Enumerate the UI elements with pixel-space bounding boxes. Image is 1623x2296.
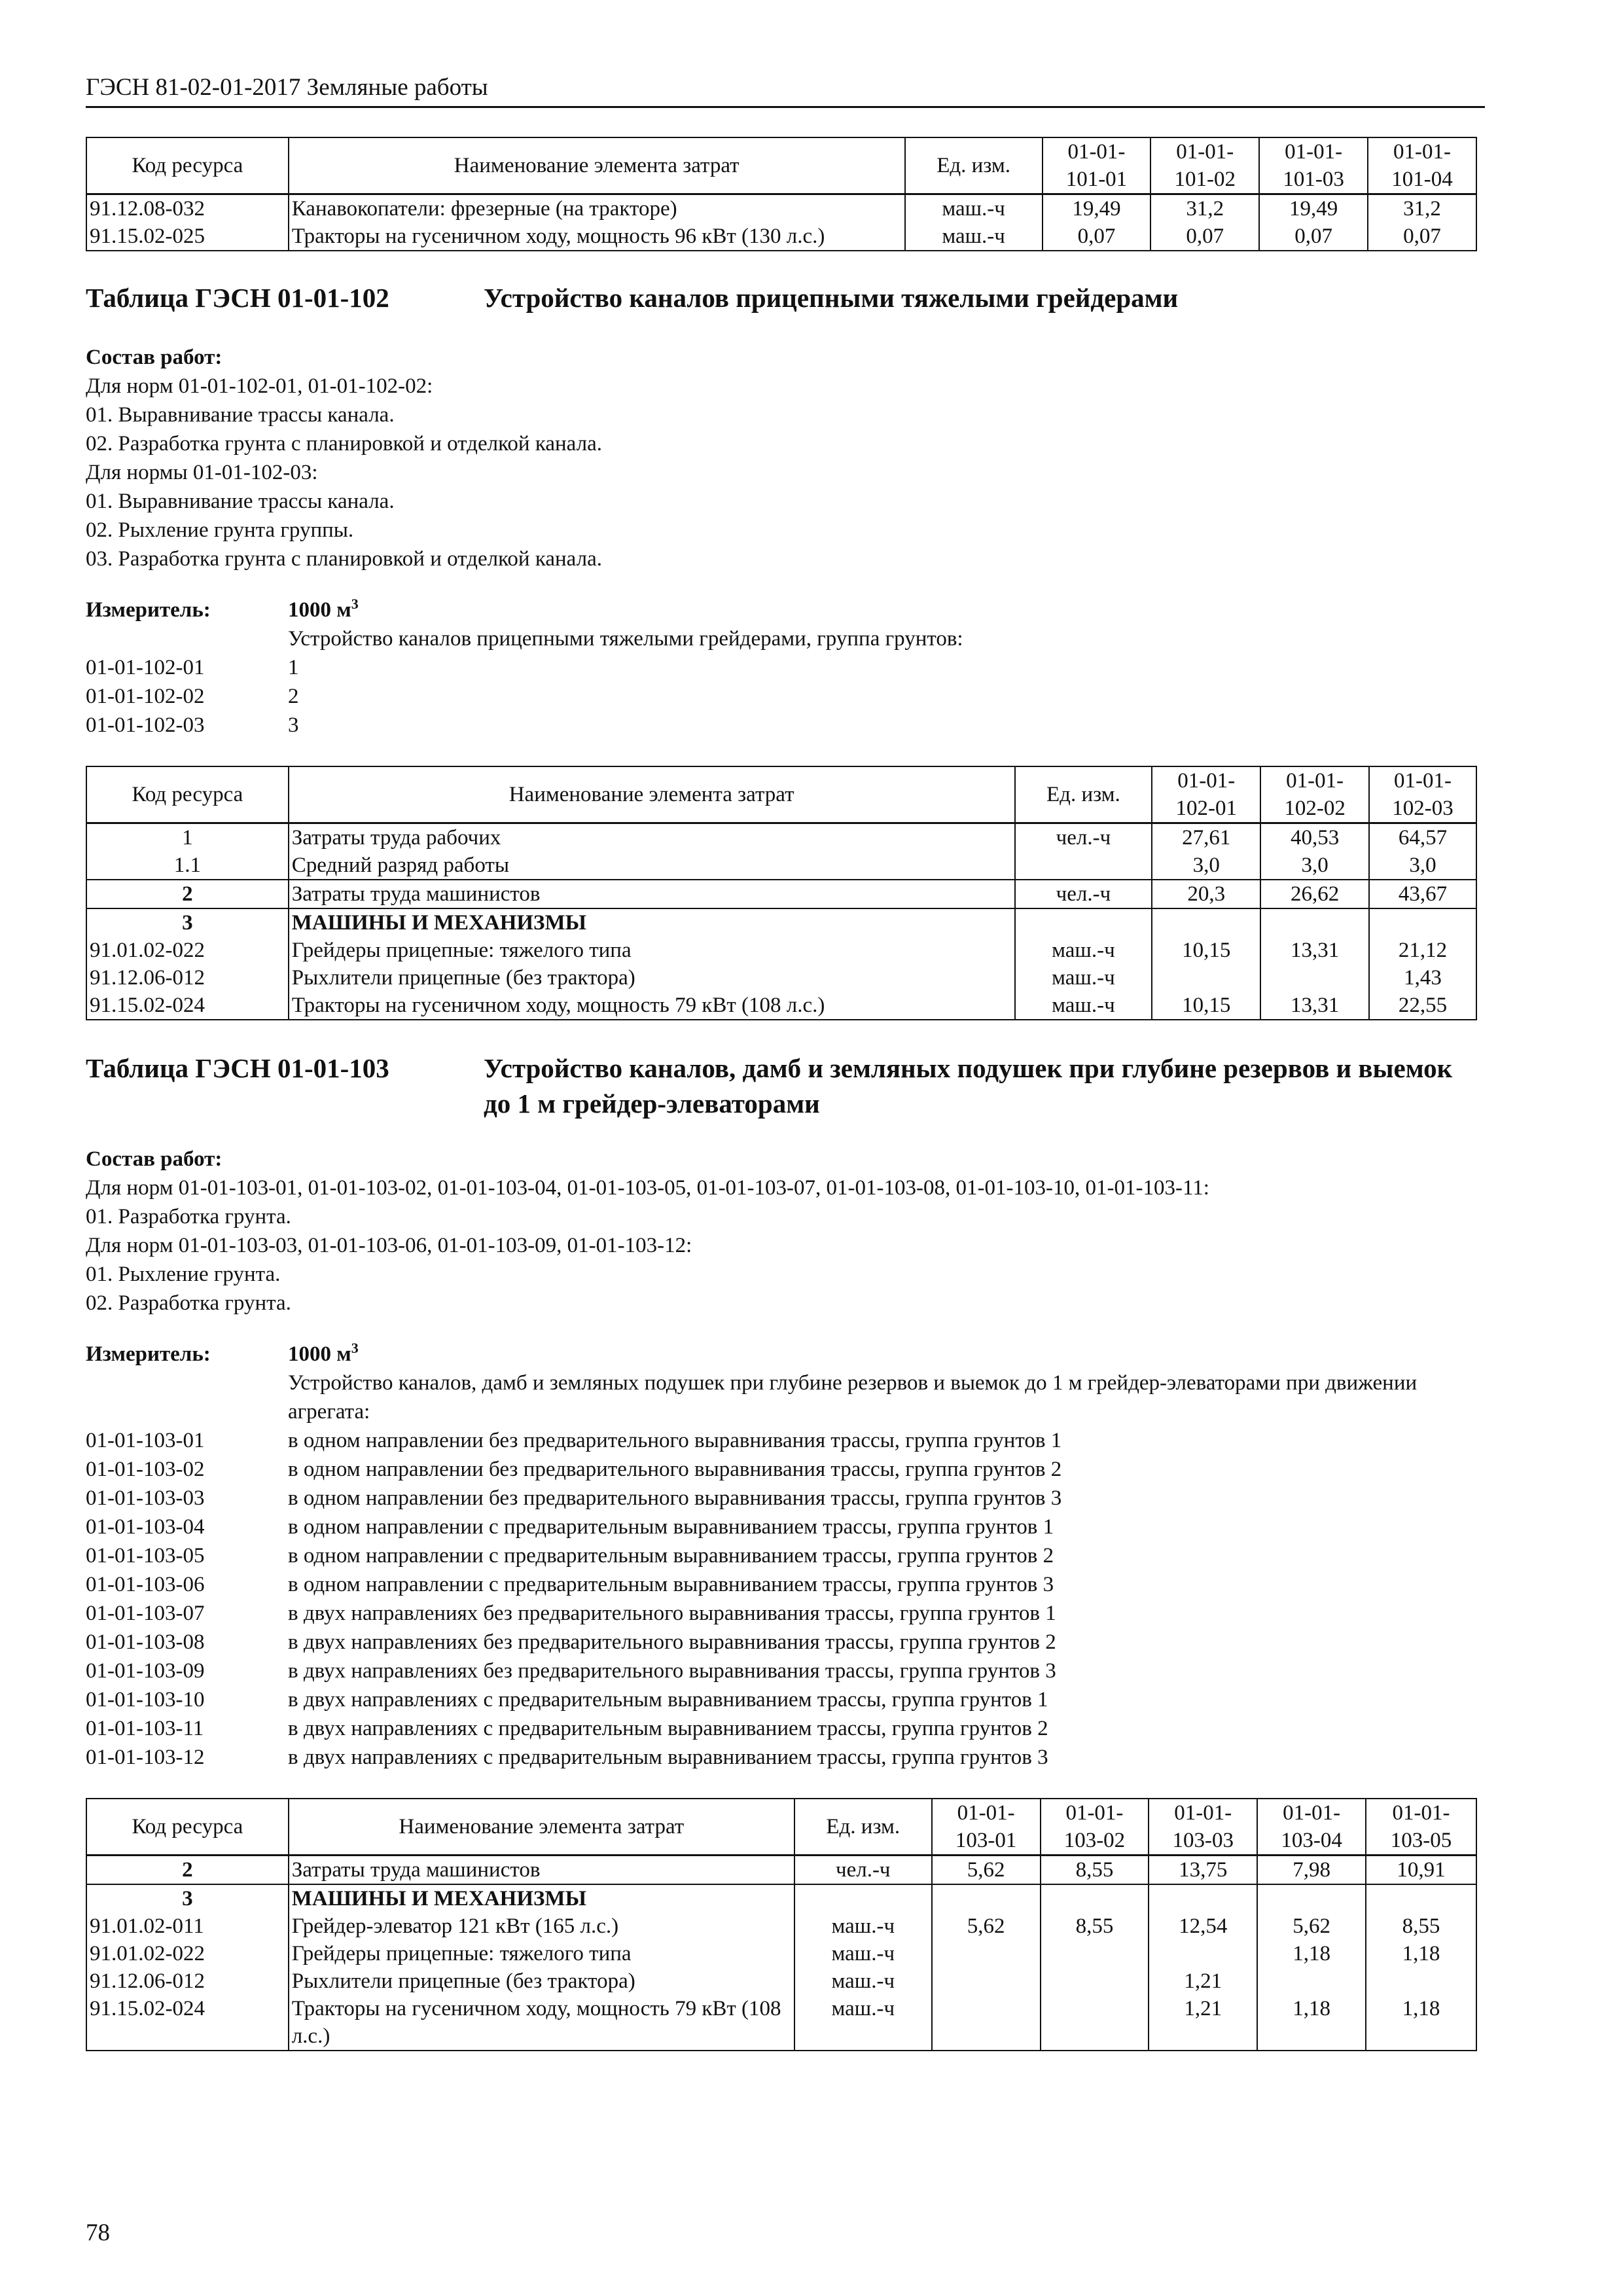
resource-code: 91.15.02-025: [86, 223, 289, 251]
col-header-unit: Ед. изм.: [794, 1799, 932, 1856]
table-row: 91.15.02-024 Тракторы на гусеничном ходу, мощность 79 кВт (108 л.с.) маш.-ч 10,15 13,31 22,55: [86, 992, 1476, 1020]
col-header-norm: 01-01- 103-01: [932, 1799, 1041, 1856]
col-header-unit: Ед. изм.: [905, 137, 1043, 194]
table-title: Устройство каналов, дамб и земляных подушек при глубине резервов и выемок до 1 м грейдер-элеваторами: [484, 1053, 1453, 1119]
norm-desc: 3: [288, 713, 299, 737]
works-line: Для норм 01-01-102-01, 01-01-102-02:: [86, 374, 433, 398]
col-header-code: Код ресурса: [86, 1799, 289, 1856]
running-header: ГЭСН 81-02-01-2017 Земляные работы: [86, 72, 1485, 108]
resource-value: 0,07: [1259, 223, 1368, 251]
table-row: [86, 223, 1476, 251]
col-header-norm: 01-01- 103-02: [1041, 1799, 1149, 1856]
works-heading: Состав работ:: [86, 1147, 223, 1171]
works-line: 01. Выравнивание трассы канала.: [86, 490, 395, 513]
resource-name: Канавокопатели: фрезерные (на тракторе): [289, 194, 905, 223]
table-row: 1 Затраты труда рабочих чел.-ч 27,61 40,53 64,57: [86, 823, 1476, 852]
norm-code: 01-01-102-01: [86, 656, 205, 679]
col-header-norm: 01-01- 101-03: [1259, 137, 1368, 194]
col-header-norm: 01-01- 103-03: [1149, 1799, 1257, 1856]
table-label: Таблица ГЭСН 01-01-102: [86, 283, 389, 313]
table-row: 91.12.06-012 Рыхлители прицепные (без трактора) маш.-ч 1,43: [86, 964, 1476, 992]
table-101-continuation: [86, 137, 1477, 251]
resource-value: 19,49: [1259, 194, 1368, 223]
norm-desc: 2: [288, 685, 299, 708]
resource-value: 0,07: [1043, 223, 1151, 251]
table-row: 91.01.02-022 Грейдеры прицепные: тяжелого типа маш.-ч 1,18 1,18: [86, 1940, 1476, 1967]
section-title-102: [86, 280, 1485, 315]
meter-desc: Устройство каналов прицепными тяжелыми грейдерами, группа грунтов:: [288, 627, 963, 651]
col-header-norm: 01-01- 103-05: [1366, 1799, 1476, 1856]
meter-label: Измеритель:: [86, 598, 211, 622]
table-row: 91.12.06-012 Рыхлители прицепные (без трактора) маш.-ч 1,21: [86, 1967, 1476, 1995]
resource-unit: маш.-ч: [905, 223, 1043, 251]
meter-value: 1000 м: [288, 598, 351, 622]
norm-code: 01-01-102-02: [86, 685, 205, 708]
table-label: Таблица ГЭСН 01-01-103: [86, 1053, 389, 1083]
table-103: [86, 1798, 1477, 2051]
col-header-norm: 01-01- 101-02: [1150, 137, 1259, 194]
col-header-norm: 01-01- 101-04: [1368, 137, 1476, 194]
works-composition-102: [86, 343, 1485, 573]
meter-desc: Устройство каналов, дамб и земляных подушек при глубине резервов и выемок до 1 м грейдер-элеваторами при движении агрегата:: [288, 1371, 1418, 1424]
table-row: 2 Затраты труда машинистов чел.-ч 5,62 8,55 13,75 7,98 10,91: [86, 1856, 1476, 1885]
col-header-unit: Ед. изм.: [1015, 766, 1152, 823]
col-header-name: Наименование элемента затрат: [289, 766, 1015, 823]
resource-value: 19,49: [1043, 194, 1151, 223]
meter-block-103: Измеритель: 1000 $м^3$ Устройство каналов, дамб и земляных подушек при глубине резервов и выемок до 1 м грейдер-элеваторами при движении агрегата: 01-01-103-01 в одном направлении без предварительного выравнивания трассы, группа грунтов 1 01-01-103-02 в одном направлении без предварительного выравнивания трассы, группа грунтов 2 01-01-103-03 в одном направлении без предварительного выравнивания трассы, группа грунтов 3 01-01-103-04 в одном направлении с предварительным выравниванием трассы, группа грунтов 1 01-01-103-05 в одном направлении с предварительным выравниванием трассы, группа грунтов 2 01-01-103-06 в одном направлении с предварительным выравниванием трассы, группа грунтов 3 01-01-103-07 в двух направлениях без предварительного выравнивания трассы, группа грунтов 1 01-01-103-08 в двух направлениях без предварительного выравнивания трассы, группа грунтов 2 01-01-103-09 в двух направлениях без предварительного выравнивания трассы, группа грунтов 3 01-01-103-10 в двух направлениях с предварительным выравниванием трассы, группа грунтов 1 01-01-103-11 в двух направлениях с предварительным выравниванием трассы, группа грунтов 2 01-01-103-12 в двух направлениях с предварительным выравниванием трассы, группа грунтов 3: [86, 1340, 1485, 1772]
meter-value: 1000 м: [288, 1342, 351, 1366]
resource-value: 31,2: [1368, 194, 1476, 223]
table-row: 3 МАШИНЫ И МЕХАНИЗМЫ: [86, 908, 1476, 937]
works-line: 03. Разработка грунта с планировкой и отделкой канала.: [86, 547, 602, 571]
works-heading: Состав работ:: [86, 346, 223, 369]
col-header-norm: 01-01- 102-03: [1369, 766, 1476, 823]
works-line: Для нормы 01-01-102-03:: [86, 461, 318, 484]
meter-block-102: Измеритель: 1000 $м^3$ Устройство каналов прицепными тяжелыми грейдерами, группа грунтов: 01-01-102-01 1 01-01-102-02 2 01-01-102-03 3: [86, 596, 1485, 740]
table-row: 2 Затраты труда машинистов чел.-ч 20,3 26,62 43,67: [86, 880, 1476, 908]
works-line: 01. Разработка грунта.: [86, 1205, 291, 1229]
works-line: 02. Рыхление грунта группы.: [86, 518, 354, 542]
works-line: 01. Выравнивание трассы канала.: [86, 403, 395, 427]
section-title-103: [86, 1050, 1485, 1121]
resource-value: 31,2: [1150, 194, 1259, 223]
col-header-name: Наименование элемента затрат: [289, 1799, 794, 1856]
table-row: 1.1 Средний разряд работы 3,0 3,0 3,0: [86, 852, 1476, 880]
table-title: Устройство каналов прицепными тяжелыми грейдерами: [484, 283, 1179, 313]
table-row: 91.01.02-022 Грейдеры прицепные: тяжелого типа маш.-ч 10,15 13,31 21,12: [86, 937, 1476, 964]
table-row: 91.01.02-011 Грейдер-элеватор 121 кВт (165 л.с.) маш.-ч 5,62 8,55 12,54 5,62 8,55: [86, 1912, 1476, 1940]
works-line: Для норм 01-01-103-03, 01-01-103-06, 01-01-103-09, 01-01-103-12:: [86, 1234, 692, 1257]
col-header-code: Код ресурса: [86, 766, 289, 823]
page-number: 78: [86, 2219, 110, 2246]
resource-value: 0,07: [1150, 223, 1259, 251]
resource-unit: маш.-ч: [905, 194, 1043, 223]
col-header-name: Наименование элемента затрат: [289, 137, 905, 194]
col-header-norm: 01-01- 103-04: [1257, 1799, 1366, 1856]
norm-code: 01-01-102-03: [86, 713, 205, 737]
table-row: 91.15.02-024 Тракторы на гусеничном ходу, мощность 79 кВт (108 л.с.) маш.-ч 1,21 1,18 1,18: [86, 1995, 1476, 2051]
col-header-code: Код ресурса: [86, 137, 289, 194]
meter-label: Измеритель:: [86, 1342, 211, 1366]
table-102: [86, 766, 1477, 1020]
resource-name: Тракторы на гусеничном ходу, мощность 96 кВт (130 л.с.): [289, 223, 905, 251]
resource-value: 0,07: [1368, 223, 1476, 251]
col-header-norm: 01-01- 102-02: [1260, 766, 1369, 823]
works-line: 01. Рыхление грунта.: [86, 1263, 281, 1286]
works-composition-103: [86, 1145, 1485, 1318]
norm-desc: 1: [288, 656, 299, 679]
works-line: 02. Разработка грунта.: [86, 1291, 291, 1315]
table-row: 3 МАШИНЫ И МЕХАНИЗМЫ: [86, 1884, 1476, 1912]
table-row: [86, 194, 1476, 223]
works-line: 02. Разработка грунта с планировкой и отделкой канала.: [86, 432, 602, 456]
col-header-norm: 01-01- 102-01: [1152, 766, 1260, 823]
col-header-norm: 01-01- 101-01: [1043, 137, 1151, 194]
works-line: Для норм 01-01-103-01, 01-01-103-02, 01-01-103-04, 01-01-103-05, 01-01-103-07, 01-01-103-08, 01-01-103-10, 01-01-103-11:: [86, 1176, 1209, 1200]
resource-code: 91.12.08-032: [86, 194, 289, 223]
